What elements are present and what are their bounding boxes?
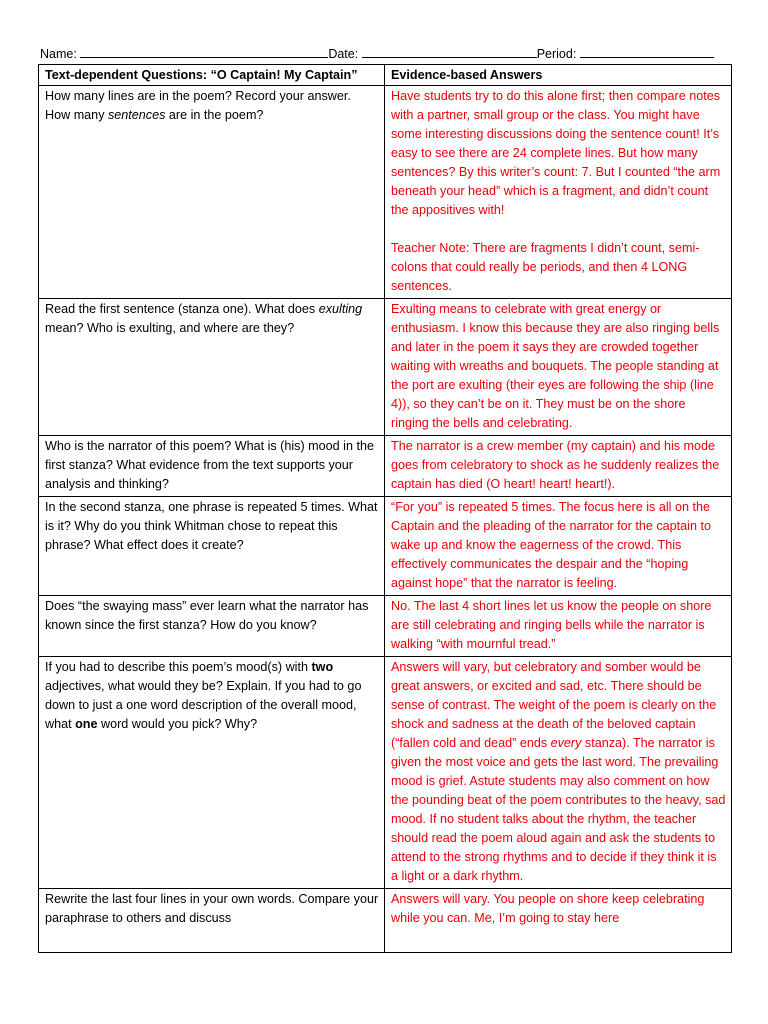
question-cell: Does “the swaying mass” ever learn what the narrator has known since the first stanza? How do you know?: [39, 596, 385, 657]
table-row: [39, 299, 732, 436]
period-label: Period:: [536, 47, 577, 61]
answer-cell: The narrator is a crew member (my captain) and his mode goes from celebratory to shock as he suddenly realizes the captain has died (O heart! heart! heart!).: [385, 436, 732, 497]
question-cell: How many lines are in the poem? Record your answer. How many sentences are in the poem?: [39, 86, 385, 299]
questions-column-header: Text-dependent Questions: “O Captain! My Captain”: [39, 65, 385, 86]
answer-cell: Answers will vary, but celebratory and somber would be great answers, or excited and sad, etc. There should be sense of contrast. The weight of the poem is clearly on the shock and sadness at the death of the beloved captain (“fallen cold and dead” ends every stanza). The narrator is given the most voice and gets the last word. The prevailing mood is grief. Astute students may also comment on how the pounding beat of the poem contributes to the heavy, sad mood. If no student talks about the rhythm, the teacher should read the poem aloud again and ask the students to attend to the strong rhythms and to decide if they think it is a light or a dark rhythm.: [385, 657, 732, 889]
answer-cell: Exulting means to celebrate with great energy or enthusiasm. I know this because they are also ringing bells and later in the poem it says they are crowded together waiting with wreaths and bouquets. The people standing at the port are exulting (their eyes are following the ship (line 4)), so they can’t be on it. They must be on the shore ringing the bells and celebrating.: [385, 299, 732, 436]
question-cell: Rewrite the last four lines in your own words. Compare your paraphrase to others and discuss: [39, 889, 385, 953]
table-row: [39, 86, 732, 299]
teacher-note: Teacher Note: There are fragments I didn’t count, semi-colons that could really be periods, and then 4 LONG sentences.: [391, 241, 700, 293]
answer-cell: Answers will vary. You people on shore keep celebrating while you can. Me, I’m going to stay here: [385, 889, 732, 953]
table-row: [39, 497, 732, 596]
question-cell: In the second stanza, one phrase is repeated 5 times. What is it? Why do you think Whitman chose to repeat this phrase? What effect does it create?: [39, 497, 385, 596]
period-blank[interactable]: [580, 45, 714, 58]
table-row: [39, 436, 732, 497]
table-header-row: [39, 65, 732, 86]
name-blank[interactable]: [80, 45, 328, 58]
question-cell: Who is the narrator of this poem? What is (his) mood in the first stanza? What evidence from the text supports your analysis and thinking?: [39, 436, 385, 497]
table-row: [39, 657, 732, 889]
answers-column-header: Evidence-based Answers: [385, 65, 732, 86]
answer-cell: “For you” is repeated 5 times. The focus here is all on the Captain and the pleading of the narrator for the captain to wake up and know the eagerness of the crowd. This effectively communicates the despair and the “hoping against hope” that the narrator is feeling.: [385, 497, 732, 596]
question-cell: If you had to describe this poem’s mood(s) with two adjectives, what would they be? Explain. If you had to go down to just a one word description of the overall mood, what one word would you pick? Why?: [39, 657, 385, 889]
table-row: [39, 596, 732, 657]
table-row: [39, 889, 732, 953]
date-label: Date:: [328, 47, 359, 61]
question-cell: Read the first sentence (stanza one). What does exulting mean? Who is exulting, and where are they?: [39, 299, 385, 436]
header-line: [40, 45, 730, 62]
answer-cell: No. The last 4 short lines let us know the people on shore are still celebrating and ringing bells while the narrator is walking “with mournful tread.”: [385, 596, 732, 657]
answer-cell: [385, 86, 732, 299]
date-blank[interactable]: [362, 45, 537, 58]
answer-paragraph: Have students try to do this alone first; then compare notes with a partner, small group or the class. You might have some interesting discussions doing the sentence count! It’s easy to see there are 24 complete lines. But how many sentences? By this writer’s count: 7. But I counted “the arm beneath your head” which is a fragment, and didn’t count the appositives with!: [391, 89, 721, 217]
name-label: Name:: [40, 47, 77, 61]
questions-table: [38, 64, 732, 953]
